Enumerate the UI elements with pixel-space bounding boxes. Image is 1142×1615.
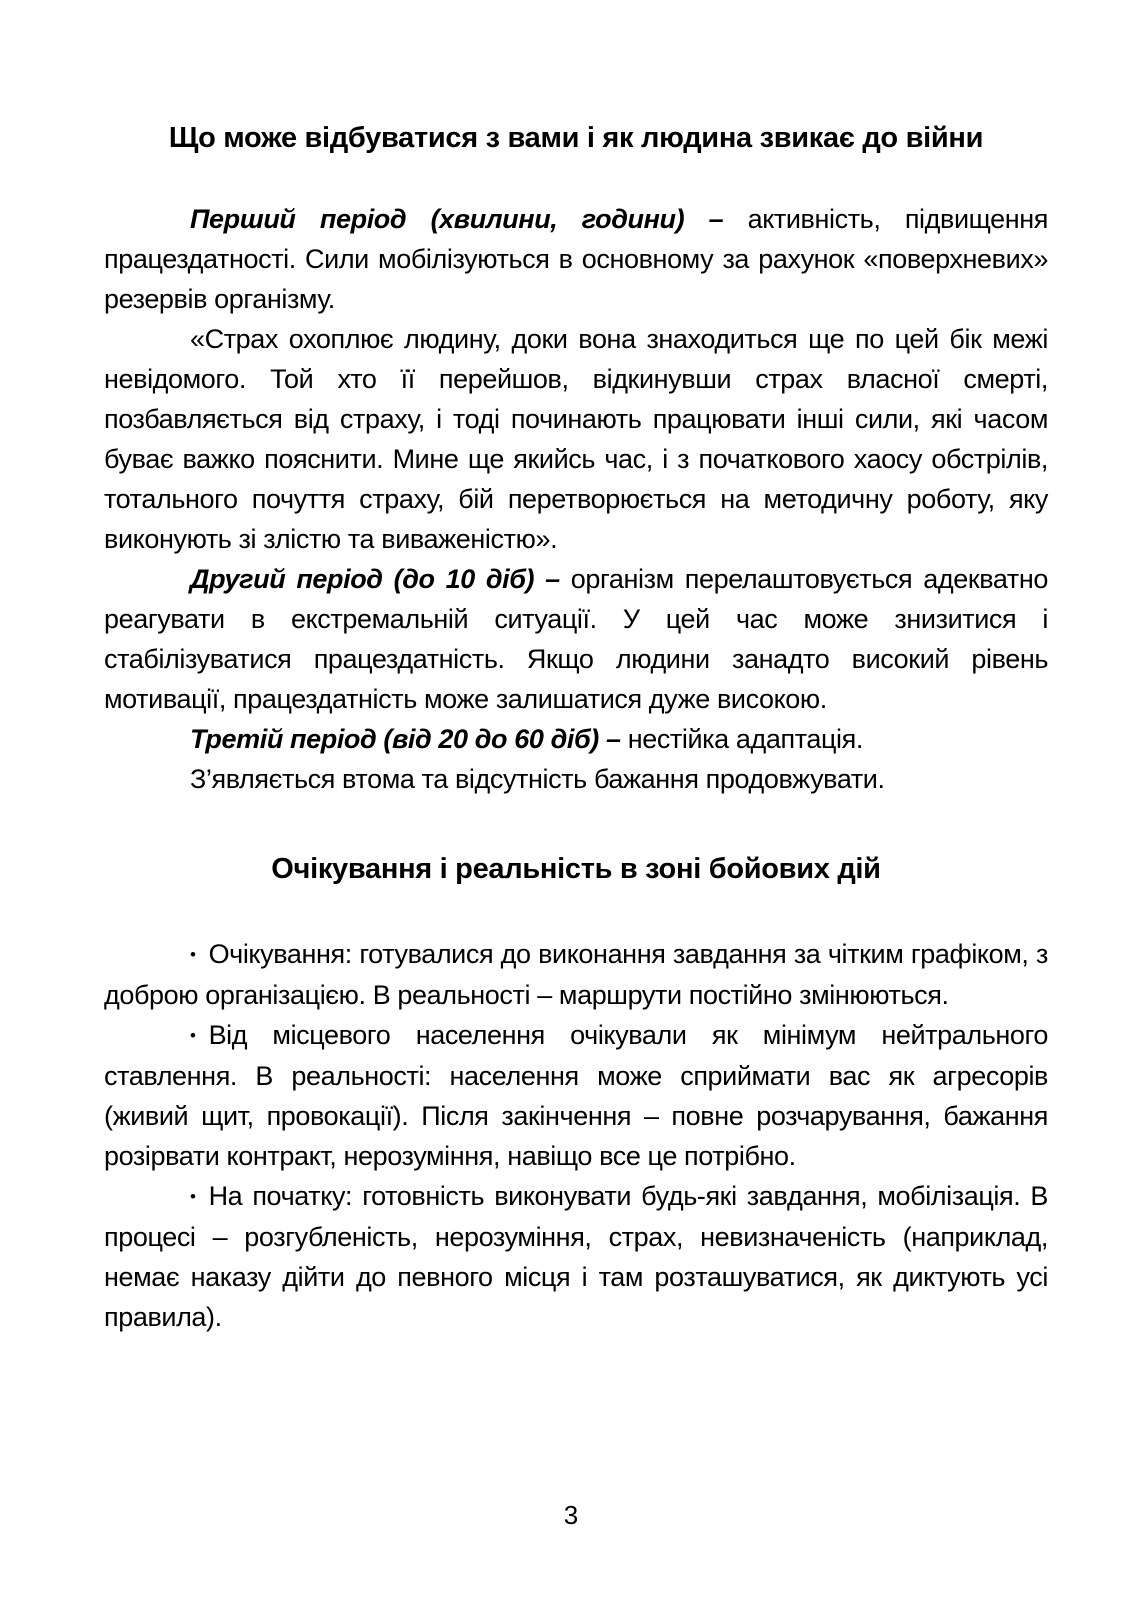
bullet-icon: • bbox=[190, 1026, 196, 1045]
bullet-text: Від місцевого населення очікували як мінімум нейтрального ставлення. В реальності: населення може сприймати вас як агресорів (живий щит, провокації). Після закінчення – повне розчарування, бажання розірвати контракт, нерозуміння, навіщо все це потрібно. bbox=[104, 1020, 1048, 1171]
bullet-text: На початку: готовність виконувати будь-які завдання, мобілізація. В процесі – розгубленість, нерозуміння, страх, невизначеність (наприклад, немає наказу дійти до певного місця і там розташуватися, як диктують усі правила). bbox=[104, 1181, 1048, 1332]
bullet-text: Очікування: готувалися до виконання завдання за чітким графіком, з доброю організацією. В реальності – маршрути постійно змінюються. bbox=[104, 939, 1048, 1010]
bullet-item-expectations bbox=[104, 934, 1048, 1015]
paragraph-text: «Страх охоплює людину, доки вона знаходиться ще по цей бік межі невідомого. Той хто її перейшов, відкинувши страх власної смерті, позбавляється від страху, і тоді починають працювати інші сили, які часом буває важко пояснити. Мине ще якийсь час, і з початкового хаосу обстрілів, тотального почуття страху, бій перетворюється на методичну роботу, яку виконують зі злістю та виваженістю». bbox=[104, 324, 1048, 554]
paragraph-text: організм перелаштовується адекватно реагувати в екстремальній ситуації. У цей час може знизитися і стабілізуватися працездатність. Якщо людини занадто високий рівень мотивації, працездатність може залишатися дуже високою. bbox=[104, 564, 1048, 714]
page-number: 3 bbox=[563, 1500, 579, 1530]
document-page-content bbox=[104, 120, 1048, 1337]
bullet-icon: • bbox=[190, 1187, 196, 1206]
paragraph-text: активність, підвищення працездатності. Сили мобілізуються в основному за рахунок «поверхневих» резервів організму. bbox=[104, 204, 1049, 314]
paragraph-text: нестійка адаптація. bbox=[627, 724, 863, 754]
paragraph-second-period bbox=[104, 559, 1048, 719]
bullet-item-at-start bbox=[104, 1176, 1048, 1337]
paragraph-lead: Другий період (до 10 діб) – bbox=[190, 564, 571, 594]
paragraph-fear-quote bbox=[104, 319, 1048, 559]
paragraph-text: З’являється втома та відсутність бажання продовжувати. bbox=[190, 764, 885, 794]
section-title-adaptation: Що може відбуватися з вами і як людина звикає до війни bbox=[168, 122, 984, 154]
paragraph-third-period bbox=[104, 719, 1048, 759]
bullet-item-local-population bbox=[104, 1015, 1048, 1176]
section-title-expectations: Очікування і реальність в зоні бойових дій bbox=[271, 853, 881, 885]
paragraph-lead: Третій період (від 20 до 60 діб) – bbox=[190, 724, 628, 754]
bullet-icon: • bbox=[190, 945, 196, 964]
paragraph-lead: Перший період (хвилини, години) – bbox=[190, 204, 748, 234]
paragraph-fatigue bbox=[104, 759, 1048, 799]
paragraph-first-period bbox=[104, 199, 1048, 319]
